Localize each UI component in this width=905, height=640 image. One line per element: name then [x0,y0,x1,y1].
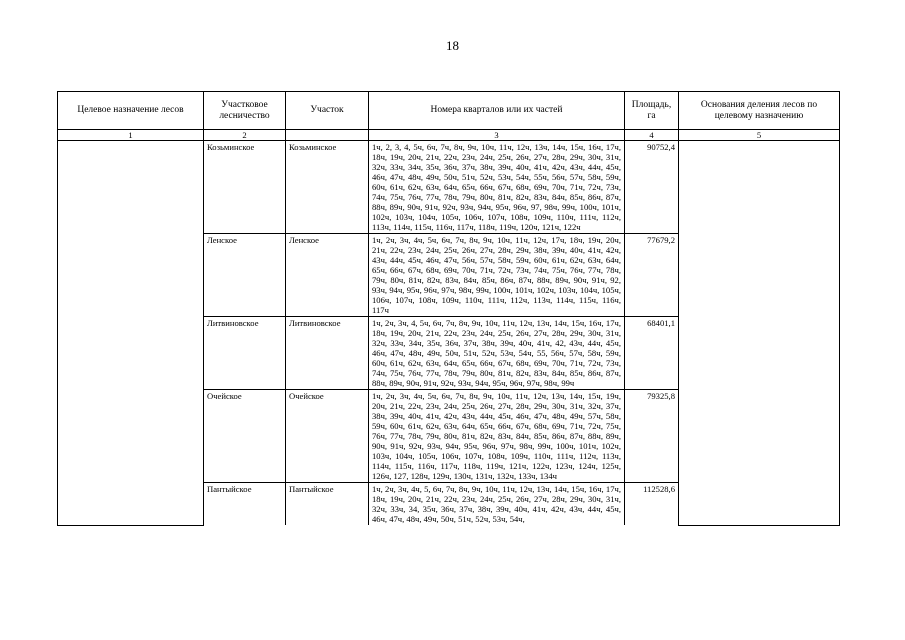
column-number-row [58,130,840,141]
forestry-cell: Очейское [204,390,286,483]
area-cell: 79325,8 [625,390,679,483]
forestry-cell: Ленское [204,234,286,317]
purpose-cell [58,141,204,526]
plot-cell: Очейское [286,390,369,483]
quarters-cell: 1ч, 2ч, 3ч, 4, 5ч, 6ч, 7ч, 8ч, 9ч, 10ч, 11ч, 12ч, 13ч, 14ч, 15ч, 16ч, 17ч, 18ч, 19ч, 20ч, 21ч, 22ч, 23ч, 24ч, 25ч, 26ч, 27ч, 28ч, 29ч, 30ч, 31ч, 32ч, 33ч, 34ч, 35ч, 36ч, 37ч, 38ч, 39ч, 40ч, 41ч, 42, 43ч, 44ч, 45ч, 46ч, 47ч, 48ч, 49ч, 50ч, 51ч, 52ч, 53ч, 54ч, 55, 56ч, 57ч, 58ч, 59ч, 60ч, 61ч, 62ч, 63ч, 64ч, 65ч, 66ч, 67ч, 68ч, 69ч, 70ч, 71ч, 72ч, 73ч, 74ч, 75ч, 76ч, 77ч, 78ч, 79ч, 80ч, 81ч, 82ч, 83ч, 84ч, 85ч, 86ч, 87ч, 88ч, 89ч, 90ч, 91ч, 92ч, 93ч, 94ч, 95ч, 96ч, 97ч, 98ч, 99ч [369,317,625,390]
header-area: Площадь, га [625,92,679,130]
quarters-cell: 1ч, 2ч, 3ч, 4ч, 5, 6ч, 7ч, 8ч, 9ч, 10ч, 11ч, 12ч, 13ч, 14ч, 15ч, 16ч, 17ч, 18ч, 19ч, 20ч, 21ч, 22ч, 23ч, 24ч, 25ч, 26ч, 27ч, 28ч, 29ч, 30ч, 31ч, 32ч, 33ч, 34, 35ч, 36ч, 37ч, 38ч, 39ч, 40ч, 41ч, 42ч, 43ч, 44ч, 45ч, 46ч, 47ч, 48ч, 49ч, 50ч, 51ч, 52ч, 53ч, 54ч, [369,483,625,526]
quarters-cell: 1ч, 2ч, 3ч, 4ч, 5ч, 6ч, 7ч, 8ч, 9ч, 10ч, 11ч, 12ч, 13ч, 14ч, 15ч, 19ч, 20ч, 21ч, 22ч, 23ч, 24ч, 25ч, 26ч, 27ч, 28ч, 29ч, 30ч, 31ч, 32ч, 37ч, 38ч, 39ч, 40ч, 41ч, 42ч, 43ч, 44ч, 45ч, 46ч, 47ч, 48ч, 49ч, 57ч, 58ч, 59ч, 60ч, 61ч, 62ч, 63ч, 64ч, 65ч, 66ч, 67ч, 68ч, 69ч, 71ч, 72ч, 75ч, 76ч, 77ч, 78ч, 79ч, 80ч, 81ч, 82ч, 83ч, 84ч, 85ч, 86ч, 87ч, 88ч, 89ч, 90ч, 91ч, 92ч, 93ч, 94ч, 95ч, 96ч, 97ч, 98ч, 99ч, 100ч, 101ч, 102ч, 103ч, 104ч, 105ч, 106ч, 107ч, 108ч, 109ч, 110ч, 111ч, 112ч, 113ч, 114ч, 115ч, 116ч, 117ч, 118ч, 119ч, 121ч, 122ч, 123ч, 124ч, 125ч, 126ч, 127, 128ч, 129ч, 130ч, 131ч, 132ч, 133ч, 134ч [369,390,625,483]
table-row [58,141,840,234]
area-cell: 112528,6 [625,483,679,526]
column-number: 2 [204,130,286,141]
column-number: 5 [679,130,840,141]
header-quarters: Номера кварталов или их частей [369,92,625,130]
page-number: 18 [446,38,459,53]
column-number: 3 [369,130,625,141]
area-cell: 68401,1 [625,317,679,390]
area-cell: 90752,4 [625,141,679,234]
plot-cell: Пантыйское [286,483,369,526]
forest-purpose-table [57,91,840,526]
table-header-row [58,92,840,130]
quarters-cell: 1ч, 2, 3, 4, 5ч, 6ч, 7ч, 8ч, 9ч, 10ч, 11ч, 12ч, 13ч, 14ч, 15ч, 16ч, 17ч, 18ч, 19ч, 20ч, 21ч, 22ч, 23ч, 24ч, 25ч, 26ч, 27ч, 28ч, 29ч, 30ч, 31ч, 32ч, 33ч, 34ч, 35ч, 36ч, 37ч, 38ч, 39ч, 40ч, 41ч, 42ч, 43ч, 44ч, 45ч, 46ч, 47ч, 48ч, 49ч, 50ч, 51ч, 52ч, 53ч, 54ч, 55ч, 56ч, 57ч, 58ч, 59ч, 60ч, 61ч, 62ч, 63ч, 64ч, 65ч, 66ч, 67ч, 68ч, 69ч, 70ч, 71ч, 72ч, 73ч, 74ч, 75ч, 76ч, 77ч, 78ч, 79ч, 80ч, 81ч, 82ч, 83ч, 84ч, 85ч, 86ч, 87ч, 88ч, 89ч, 90ч, 91ч, 92ч, 93ч, 94ч, 95ч, 96ч, 97, 98ч, 99ч, 100ч, 101ч, 102ч, 103ч, 104ч, 105ч, 106ч, 107ч, 108ч, 109ч, 110ч, 111ч, 112ч, 113ч, 114ч, 115ч, 116ч, 117ч, 118ч, 119ч, 120ч, 121ч, 122ч [369,141,625,234]
column-number [286,130,369,141]
plot-cell: Козьминское [286,141,369,234]
header-forestry: Участковое лесничество [204,92,286,130]
quarters-cell: 1ч, 2ч, 3ч, 4ч, 5ч, 6ч, 7ч, 8ч, 9ч, 10ч, 11ч, 12ч, 17ч, 18ч, 19ч, 20ч, 21ч, 22ч, 23ч, 24ч, 25ч, 26ч, 27ч, 28ч, 29ч, 38ч, 39ч, 40ч, 41ч, 42ч, 43ч, 44ч, 45ч, 46ч, 47ч, 56ч, 57ч, 58ч, 59ч, 60ч, 61ч, 62ч, 63ч, 64ч, 65ч, 66ч, 67ч, 68ч, 69ч, 70ч, 71ч, 72ч, 73ч, 74ч, 75ч, 76ч, 77ч, 78ч, 79ч, 80ч, 81ч, 82ч, 83ч, 84ч, 85ч, 86ч, 87ч, 88ч, 89ч, 90ч, 91ч, 92, 93ч, 94ч, 95ч, 96ч, 97ч, 98ч, 99ч, 100ч, 101ч, 102ч, 103ч, 104ч, 105ч, 106ч, 107ч, 108ч, 109ч, 110ч, 111ч, 112ч, 113ч, 114ч, 115ч, 116ч, 117ч [369,234,625,317]
forestry-cell: Козьминское [204,141,286,234]
header-purpose: Целевое назначение лесов [58,92,204,130]
forestry-cell: Литвиновское [204,317,286,390]
area-cell: 77679,2 [625,234,679,317]
basis-cell [679,141,840,526]
plot-cell: Литвиновское [286,317,369,390]
column-number: 4 [625,130,679,141]
column-number: 1 [58,130,204,141]
header-plot: Участок [286,92,369,130]
plot-cell: Ленское [286,234,369,317]
forestry-cell: Пантыйское [204,483,286,526]
header-basis: Основания деления лесов по целевому назначению [679,92,840,130]
